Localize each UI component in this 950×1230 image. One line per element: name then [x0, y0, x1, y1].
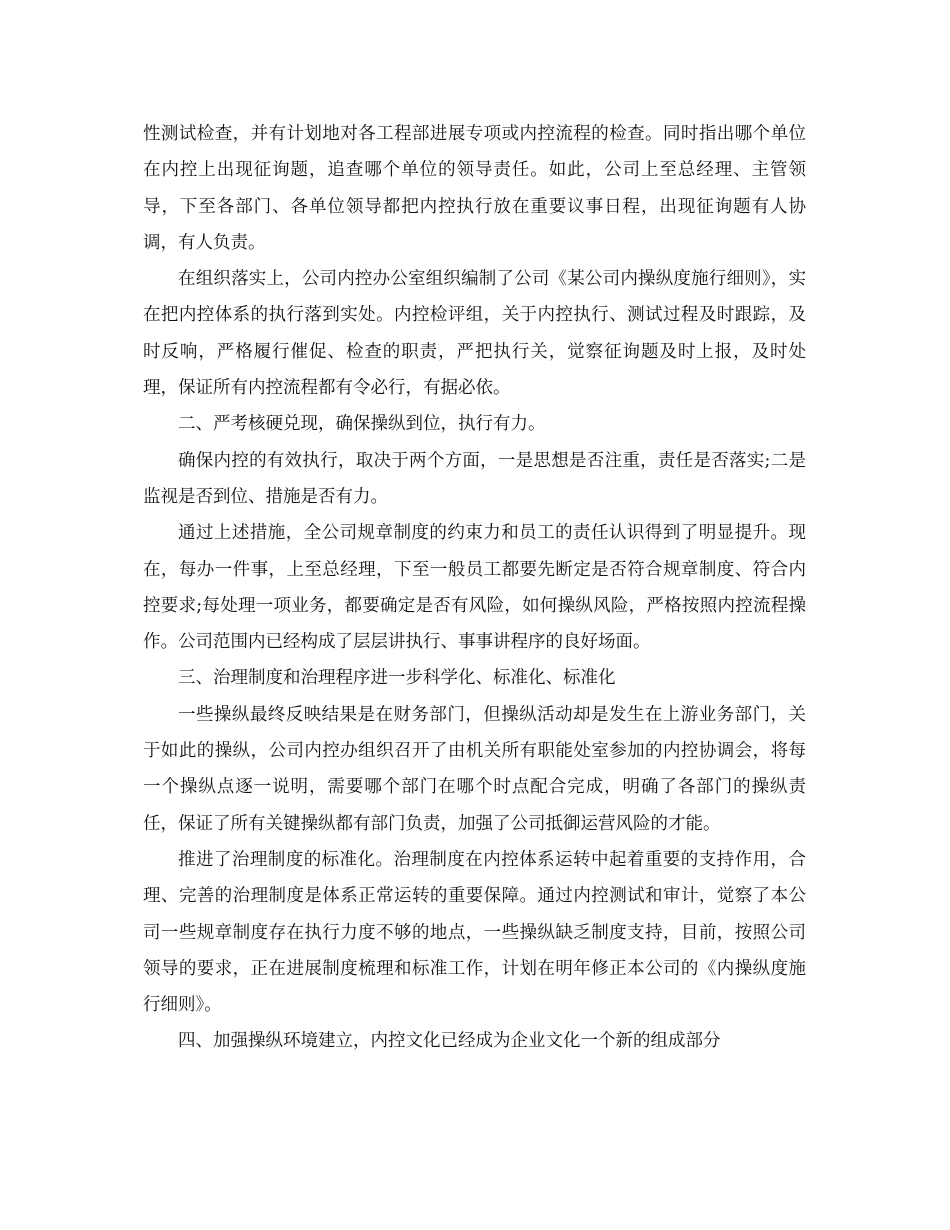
section-heading-3: 三、治理制度和治理程序进一步科学化、标准化、标准化: [178, 668, 616, 689]
paragraph-measures-result: 通过上述措施，全公司规章制度的约束力和员工的责任认识得到了明显提升。现在，每办一件事，上至总经理，下至一般员工都要先断定是否符合规章制度、符合内控要求;每处理一项业务，都要确定是否有风险，如何操纵风险，严格按照内控流程操作。公司范围内已经构成了层层讲执行、事事讲程序的良好场面。: [143, 523, 806, 653]
paragraph-organization: 在组织落实上，公司内控办公室组织编制了公司《某公司内操纵度施行细则》，实在把内控体系的执行落到实处。内控检评组，关于内控执行、测试过程及时跟踪，及时反响，严格履行催促、检查的职责，严把执行关，觉察征询题及时上报，及时处理，保证所有内控流程都有令必行，有据必依。: [143, 269, 806, 399]
paragraph-effective-execution: 确保内控的有效执行，取决于两个方面，一是思想是否注重，责任是否落实;二是监视是否到位、措施是否有力。: [143, 450, 806, 507]
paragraph-control-coordination: 一些操纵最终反映结果是在财务部门，但操纵活动却是发生在上游业务部门，关于如此的操纵，公司内控办组织召开了由机关所有职能处室参加的内控协调会，将每一个操纵点逐一说明，需要哪个部门在哪个时点配合完成，明确了各部门的操纵责任，保证了所有关键操纵都有部门负责，加强了公司抵御运营风险的才能。: [143, 704, 806, 834]
section-heading-4: 四、加强操纵环境建立，内控文化已经成为企业文化一个新的组成部分: [178, 1031, 721, 1052]
section-heading-2: 二、严考核硬兑现，确保操纵到位，执行有力。: [178, 414, 546, 435]
paragraph-continuation: 性测试检查，并有计划地对各工程部进展专项或内控流程的检查。同时指出哪个单位在内控上出现征询题，追查哪个单位的领导责任。如此，公司上至总经理、主管领导，下至各部门、各单位领导都把内控执行放在重要议事日程，出现征询题有人协调，有人负责。: [143, 124, 806, 253]
document-body: [143, 116, 806, 1060]
paragraph-standardization: 推进了治理制度的标准化。治理制度在内控体系运转中起着重要的支持作用，合理、完善的治理制度是体系正常运转的重要保障。通过内控测试和审计，觉察了本公司一些规章制度存在执行力度不够的地点，一些操纵缺乏制度支持，目前，按照公司领导的要求，正在进展制度梳理和标准工作，计划在明年修正本公司的《内操纵度施行细则》。: [143, 849, 806, 1016]
